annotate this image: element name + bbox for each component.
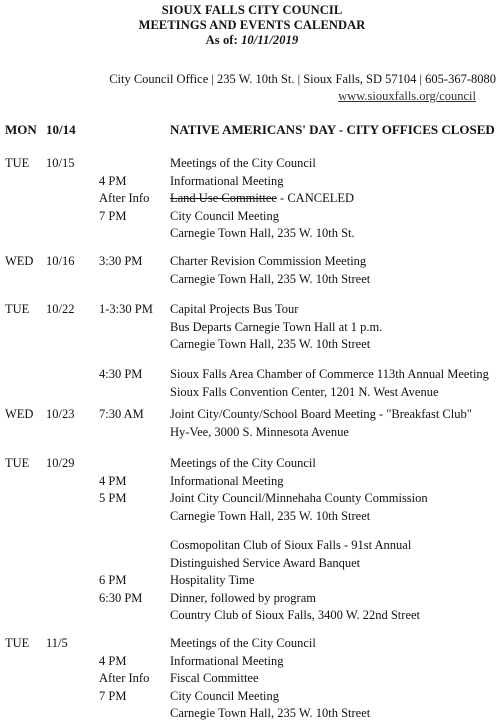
entry-time: 4 PM (99, 653, 127, 668)
entry-times (99, 537, 142, 607)
canceled-event-name: Land Use Committee (170, 191, 277, 206)
entry-time: 4 PM (99, 473, 127, 488)
entry-time: 4:30 PM (99, 367, 143, 381)
entry-day: TUE (5, 636, 30, 650)
entry-details (170, 537, 420, 625)
entry-time: After Info (99, 191, 150, 206)
entry-line: Distinguished Service Award Banquet (170, 555, 361, 570)
canceled-label: - CANCELED (276, 191, 354, 206)
entry-details (170, 253, 370, 288)
entry-time: 6 PM (99, 573, 127, 588)
entry-line: Meetings of the City Council (170, 156, 316, 170)
entry-time (99, 555, 142, 573)
entry-time (99, 635, 149, 653)
entry-times (99, 455, 126, 508)
entry-line: Capital Projects Bus Tour (170, 302, 299, 316)
entry-line: Cosmopolitan Club of Sioux Falls - 91st Annual (170, 538, 412, 552)
entry-line: Informational Meeting (170, 653, 284, 668)
document-header (0, 3, 504, 48)
entry-time: 3:30 PM (99, 254, 143, 268)
entry-line: Meetings of the City Council (170, 456, 316, 470)
entry-time: 7:30 AM (99, 407, 144, 421)
contact-line: City Council Office | 235 W. 10th St. | Sioux Falls, SD 57104 | 605-367-8080 (109, 72, 496, 86)
entry-details (170, 406, 472, 441)
entry-day: WED (5, 254, 34, 268)
contact-block (109, 71, 496, 105)
as-of-line (0, 33, 504, 48)
entry-day: MON (5, 122, 37, 137)
as-of-label: As of: (205, 33, 238, 47)
entry-details (170, 301, 382, 354)
entry-time: 7 PM (99, 208, 127, 223)
entry-time (99, 455, 126, 473)
entry-line: Charter Revision Commission Meeting (170, 254, 367, 268)
entry-description: NATIVE AMERICANS' DAY - CITY OFFICES CLOSED (170, 122, 495, 137)
entry-line: Carnegie Town Hall, 235 W. 10th Street (170, 271, 371, 286)
entry-line: Bus Departs Carnegie Town Hall at 1 p.m. (170, 319, 383, 334)
entry-times (99, 155, 149, 225)
page-subtitle: MEETINGS AND EVENTS CALENDAR (138, 18, 366, 32)
entry-time: 4 PM (99, 173, 127, 188)
entry-line: Carnegie Town Hall, 235 W. 10th Street (170, 508, 371, 523)
entry-time: 7 PM (99, 688, 127, 703)
entry-line: Fiscal Committee (170, 671, 259, 686)
entry-line: Dinner, followed by program (170, 590, 316, 605)
entry-time: After Info (99, 671, 150, 686)
entry-time: 5 PM (99, 491, 127, 506)
entry-day: WED (5, 407, 34, 421)
entry-line: Informational Meeting (170, 173, 284, 188)
entry-line: Hy-Vee, 3000 S. Minnesota Avenue (170, 424, 349, 439)
canceled-entry (170, 190, 355, 208)
entry-times (99, 635, 149, 705)
entry-line: City Council Meeting (170, 688, 280, 703)
entry-line: Joint City/County/School Board Meeting - "Breakfast Club" (170, 407, 472, 421)
entry-details (170, 455, 428, 525)
as-of-date: 10/11/2019 (241, 33, 299, 47)
entry-line: Carnegie Town Hall, 235 W. 10th Street (170, 337, 371, 352)
entry-line: Carnegie Town Hall, 235 W. 10th Street (170, 706, 371, 721)
entry-details (170, 635, 370, 723)
entry-details (170, 155, 355, 243)
entry-date: 10/14 (46, 122, 76, 137)
entry-line: Meetings of the City Council (170, 636, 316, 650)
entry-date: 10/15 (46, 156, 75, 170)
entry-date: 10/23 (46, 407, 75, 421)
entry-line: Informational Meeting (170, 473, 284, 488)
entry-line: Country Club of Sioux Falls, 3400 W. 22nd Street (170, 608, 421, 623)
entry-date: 10/16 (46, 254, 75, 268)
entry-day: TUE (5, 156, 30, 170)
entry-date: 11/5 (46, 636, 68, 650)
entry-time: 6:30 PM (99, 590, 143, 605)
entry-line: Sioux Falls Convention Center, 1201 N. West Avenue (170, 384, 439, 399)
page-title: SIOUX FALLS CITY COUNCIL (161, 3, 343, 17)
entry-day: TUE (5, 302, 30, 316)
entry-line: City Council Meeting (170, 208, 280, 223)
entry-line: Hospitality Time (170, 573, 255, 588)
website-link[interactable]: www.siouxfalls.org/council (338, 89, 476, 103)
entry-line: Joint City Council/Minnehaha County Commission (170, 491, 428, 506)
entry-line: Carnegie Town Hall, 235 W. 10th St. (170, 226, 355, 241)
entry-time (99, 155, 149, 173)
entry-line: Sioux Falls Area Chamber of Commerce 113th Annual Meeting (170, 367, 489, 381)
entry-details (170, 366, 489, 401)
entry-time: 1-3:30 PM (99, 302, 153, 316)
entry-date: 10/29 (46, 456, 75, 470)
entry-date: 10/22 (46, 302, 75, 316)
entry-time (99, 537, 142, 555)
entry-day: TUE (5, 456, 30, 470)
